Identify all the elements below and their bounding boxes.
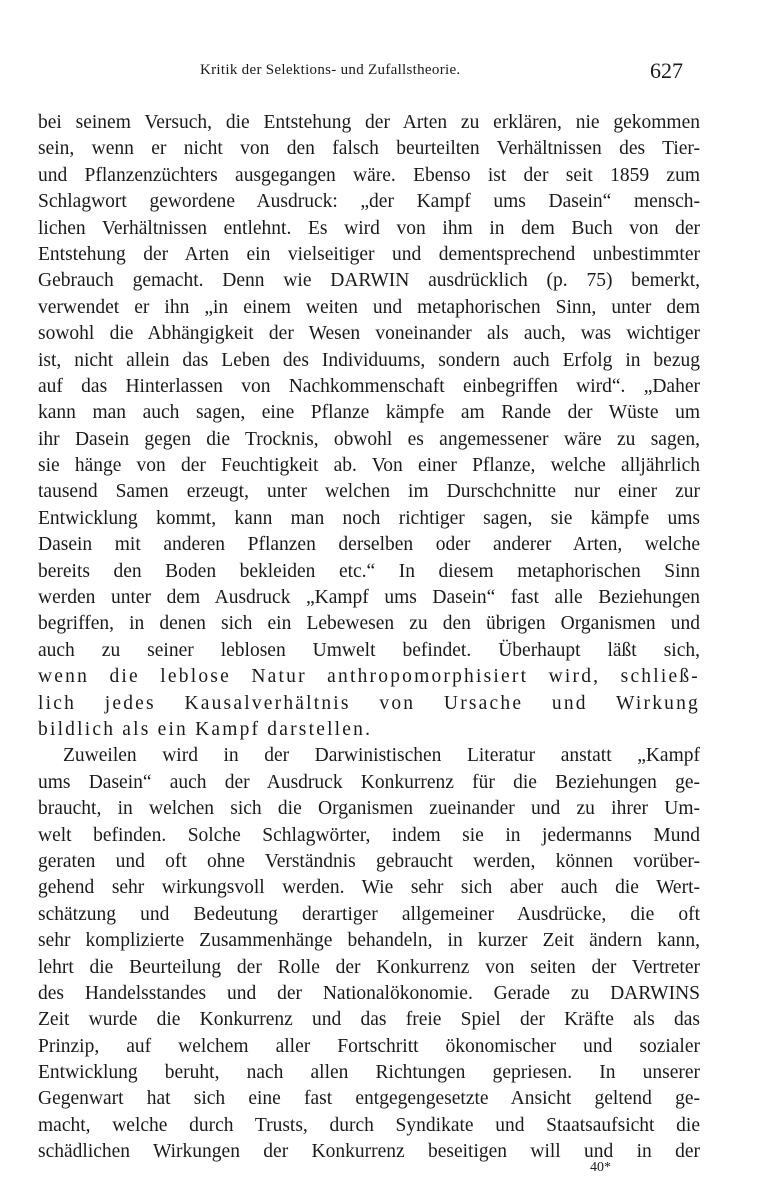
text-line: ums Dasein“ auch der Ausdruck Konkurrenz für die Beziehungen ge-: [38, 771, 700, 793]
text-line: schädlichen Wirkungen der Konkurrenz beseitigen will und in der: [38, 1141, 700, 1163]
text-line: geraten und oft ohne Verständnis gebraucht werden, können vorüber-: [38, 850, 700, 872]
text-line: macht, welche durch Trusts, durch Syndikate und Staatsaufsicht die: [38, 1114, 700, 1136]
text-line: sein, wenn er nicht von den falsch beurteilten Verhältnissen des Tier-: [38, 138, 700, 160]
text-line: sehr komplizierte Zusammenhänge behandeln, in kurzer Zeit ändern kann,: [38, 930, 700, 952]
text-line: ihr Dasein gegen die Trocknis, obwohl es angemessener wäre zu sagen,: [38, 428, 700, 450]
text-line: bei seinem Versuch, die Entstehung der Arten zu erklären, nie gekommen: [38, 112, 700, 133]
text-line: welt befinden. Solche Schlagwörter, indem sie in jedermanns Mund: [38, 824, 700, 846]
text-line: lichen Verhältnissen entlehnt. Es wird von ihm in dem Buch von der: [38, 217, 700, 239]
text-line: Prinzip, auf welchem aller Fortschritt ökonomischer und sozialer: [38, 1035, 700, 1057]
text-line: auch zu seiner leblosen Umwelt befindet. Überhaupt läßt sich,: [38, 639, 700, 661]
text-line: Entwicklung beruht, nach allen Richtungen gepriesen. In unserer: [38, 1062, 700, 1084]
text-line: Dasein mit anderen Pflanzen derselben oder anderer Arten, welche: [38, 534, 700, 556]
text-line: Entwicklung kommt, kann man noch richtiger sagen, sie kämpfe ums: [38, 507, 700, 529]
text-line-spaced: bildlich als ein Kampf darstellen.: [38, 718, 373, 740]
text-line: gehend sehr wirkungsvoll werden. Wie sehr sich aber auch die Wert-: [38, 877, 700, 899]
text-line: Zeit wurde die Konkurrenz und das freie Spiel der Kräfte als das: [38, 1009, 700, 1031]
text-line: kann man auch sagen, eine Pflanze kämpfe am Rande der Wüste um: [38, 402, 700, 424]
page-number: 627: [650, 58, 683, 83]
text-line: lehrt die Beurteilung der Rolle der Konkurrenz von seiten der Vertreter: [38, 956, 700, 978]
text-line: Entstehung der Arten ein vielseitiger und dementsprechend unbestimmter: [38, 243, 700, 265]
text-line: Gebrauch gemacht. Denn wie DARWIN ausdrücklich (p. 75) bemerkt,: [38, 270, 700, 292]
text-line: bereits den Boden bekleiden etc.“ In diesem metaphorischen Sinn: [38, 560, 700, 582]
text-line: und Pflanzenzüchters ausgegangen wäre. Ebenso ist der seit 1859 zum: [38, 164, 700, 186]
text-line: ist, nicht allein das Leben des Individuums, sondern auch Erfolg in bezug: [38, 349, 700, 371]
text-line-paragraph-start: Zuweilen wird in der Darwinistischen Literatur anstatt „Kampf: [63, 745, 700, 767]
text-line: sowohl die Abhängigkeit der Wesen voneinander als auch, was wichtiger: [38, 323, 700, 345]
text-line: begriffen, in denen sich ein Lebewesen zu den übrigen Organismen und: [38, 613, 700, 635]
body-text: [38, 110, 700, 1166]
text-line: braucht, in welchen sich die Organismen zueinander und zu ihrer Um-: [38, 798, 700, 820]
text-line: verwendet er ihn „in einem weiten und metaphorischen Sinn, unter dem: [38, 296, 700, 318]
text-line-spaced: wenn die leblose Natur anthropomorphisiert wird, schließ-: [38, 666, 700, 688]
text-line: werden unter dem Ausdruck „Kampf ums Dasein“ fast alle Beziehungen: [38, 587, 700, 609]
text-line: schätzung und Bedeutung derartiger allgemeiner Ausdrücke, die oft: [38, 903, 700, 925]
text-line-spaced: lich jedes Kausalverhältnis von Ursache und Wirkung: [38, 692, 700, 714]
text-line: Schlagwort gewordene Ausdruck: „der Kampf ums Dasein“ mensch-: [38, 191, 700, 213]
running-head-title: Kritik der Selektions- und Zufallstheorie.: [200, 62, 461, 78]
text-line: sie hänge von der Feuchtigkeit ab. Von einer Pflanze, welche alljährlich: [38, 455, 700, 477]
text-line: tausend Samen erzeugt, unter welchen im Durschchnitte nur einer zur: [38, 481, 700, 503]
text-line: Gegenwart hat sich eine fast entgegengesetzte Ansicht geltend ge-: [38, 1088, 700, 1110]
text-line: des Handelsstandes und der Nationalökonomie. Gerade zu DARWINS: [38, 982, 700, 1004]
text-line: auf das Hinterlassen von Nachkommenschaft einbegriffen wird“. „Daher: [38, 375, 700, 397]
printer-signature: 40*: [590, 1160, 611, 1175]
